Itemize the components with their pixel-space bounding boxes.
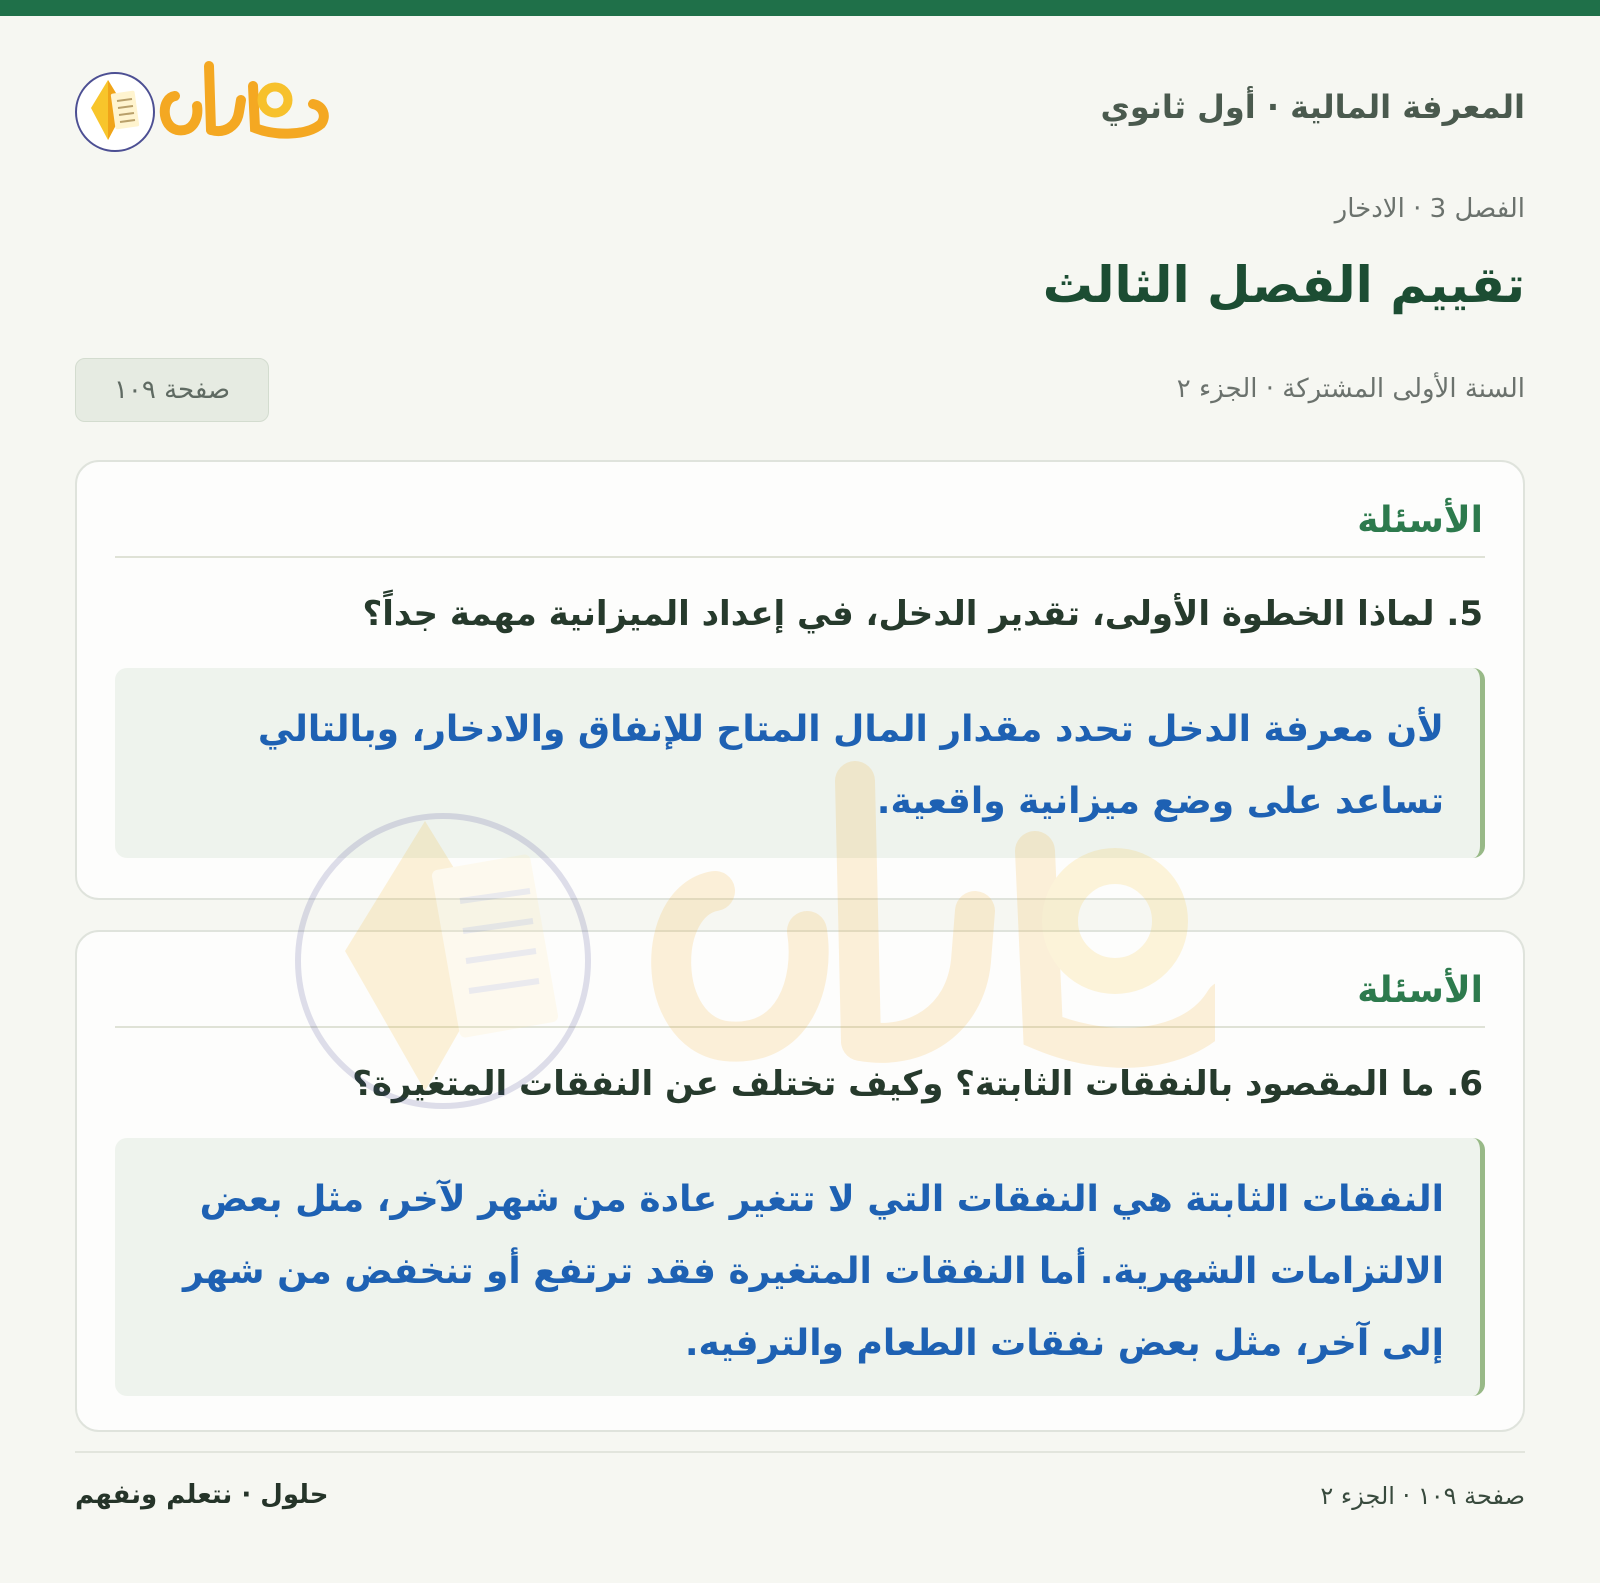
page (75, 16, 1525, 1583)
page-title: تقييم الفصل الثالث (1042, 256, 1525, 314)
meta-row (75, 358, 1525, 424)
card-divider (115, 1026, 1485, 1028)
answer-text: النفقات الثابتة هي النفقات التي لا تتغير عادة من شهر لآخر، مثل بعض الالتزامات الشهرية. أما النفقات المتغيرة فقد ترتفع أو تنخفض من شهر إلى آخر، مثل بعض نفقات الطعام والترفيه. (115, 1138, 1485, 1396)
hulool-logo-icon[interactable] (75, 56, 335, 156)
card-heading: الأسئلة (1357, 500, 1483, 541)
card-heading: الأسئلة (1357, 970, 1483, 1011)
footer-divider (75, 1451, 1525, 1453)
subject-title: المعرفة المالية · أول ثانوي (1100, 88, 1525, 126)
page-badge: صفحة ١٠٩ (75, 358, 269, 422)
question-text: 6. ما المقصود بالنفقات الثابتة؟ وكيف تختلف عن النفقات المتغيرة؟ (352, 1064, 1483, 1104)
answer-text: لأن معرفة الدخل تحدد مقدار المال المتاح للإنفاق والادخار، وبالتالي تساعد على وضع ميزانية واقعية. (115, 668, 1485, 858)
top-accent-bar (0, 0, 1600, 16)
footer-brand: حلول · نتعلم ونفهم (75, 1480, 329, 1510)
chapter-label: الفصل 3 · الادخار (1334, 194, 1525, 224)
question-card (75, 930, 1525, 1432)
question-card (75, 460, 1525, 900)
question-text: 5. لماذا الخطوة الأولى، تقدير الدخل، في إعداد الميزانية مهمة جداً؟ (362, 594, 1483, 634)
book-part-label: السنة الأولى المشتركة · الجزء ٢ (1176, 374, 1525, 404)
footer-page-info: صفحة ١٠٩ · الجزء ٢ (1320, 1482, 1525, 1510)
card-divider (115, 556, 1485, 558)
header (75, 56, 1525, 156)
